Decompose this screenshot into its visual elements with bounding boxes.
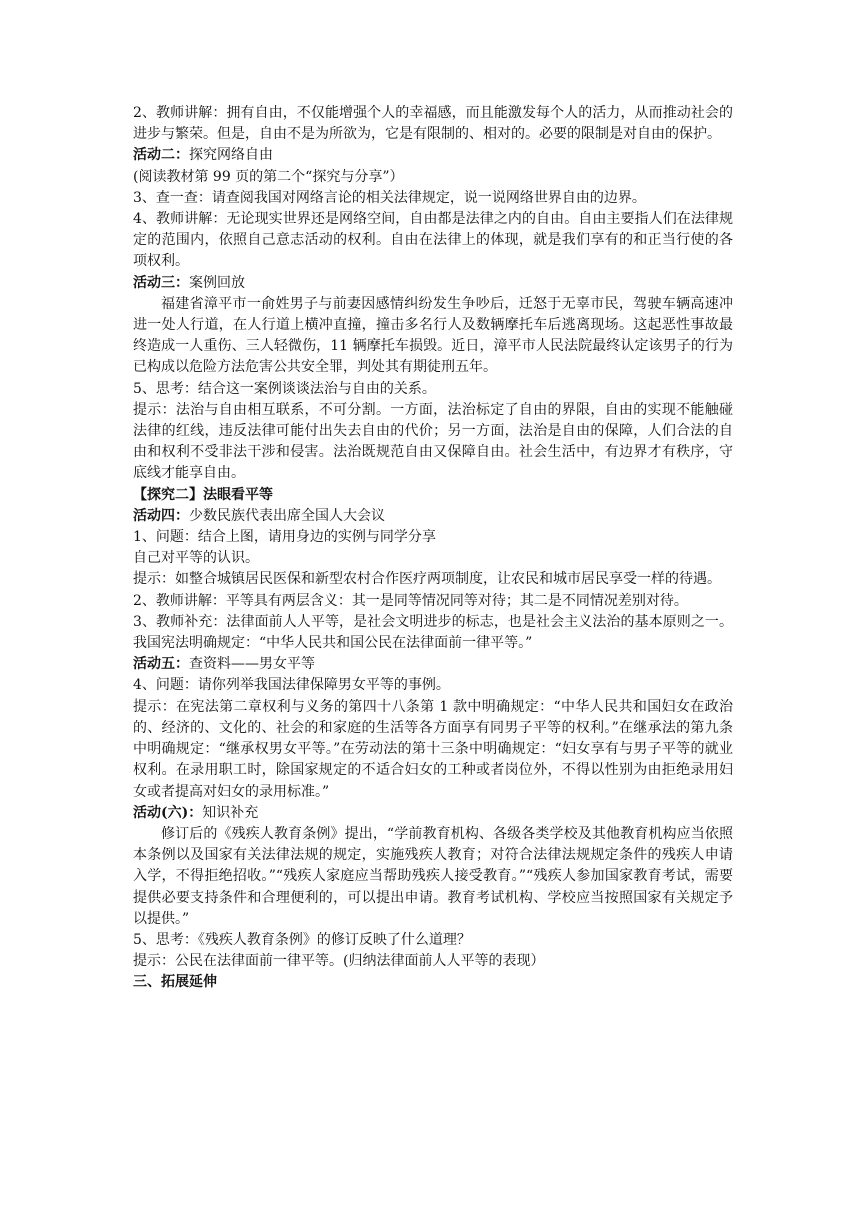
section-heading-explore-two: 【探究二】法眼看平等 [133, 486, 273, 503]
paragraph-question-equality-cont: 自己对平等的认识。 [133, 550, 259, 567]
activity-topic: 案例回放 [189, 274, 245, 291]
paragraph-hint-equality: 提示：如整合城镇居民医保和新型农村合作医疗两项制度，让农民和城市居民享受一样的待遇。 [133, 571, 721, 588]
paragraph-hint-regulation: 提示：公民在法律面前一律平等。(归纳法律面前人人平等的表现） [133, 953, 545, 970]
activity-label: 活动(六)： [133, 804, 203, 821]
paragraph-question-gender: 4、问题：请你列举我国法律保障男女平等的事例。 [133, 677, 450, 694]
activity-label: 活动三： [133, 274, 189, 291]
activity-topic: 查资料——男女平等 [189, 656, 315, 673]
case-paragraph: 福建省漳平市一俞姓男子与前妻因感情纠纷发生争吵后，迁怒于无辜市民，驾驶车辆高速冲进一处人行道，在人行道上横冲直撞，撞击多名行人及数辆摩托车后逃离现场。这起恶性事故最终造成一人重伤、三人轻微伤，11 辆摩托车损毁。近日，漳平市人民法院最终认定该男子的行为已构成以危险方法危害公共安全罪，判处其有期徒刑五年。 [133, 295, 733, 376]
activity-three-title [133, 273, 733, 294]
section-heading-extension: 三、拓展延伸 [133, 974, 217, 991]
paragraph-teacher-explain-freedom: 2、教师讲解：拥有自由，不仅能增强个人的幸福感，而且能激发每个人的活力，从而推动社会的进步与繁荣。但是，自由不是为所欲为，它是有限制的、相对的。必要的限制是对自由的保护。 [133, 105, 733, 143]
paragraph-hint-gender: 提示：在宪法第二章权利与义务的第四十八条第 1 款中明确规定：“中华人民共和国妇女在政治的、经济的、文化的、社会的和家庭的生活等各方面享有同男子平等的权利。”在继承法的第九条中明确规定：“继承权男女平等。”在劳动法的第十三条中明确规定：“妇女享有与男子平等的就业权利。在录用职工时，除国家规定的不适合妇女的工种或者岗位外，不得以性别为由拒绝录用妇女或者提高对妇女的录用标准。” [133, 698, 733, 800]
paragraph-teacher-explain-internet: 4、教师讲解：无论现实世界还是网络空间，自由都是法律之内的自由。自由主要指人们在法律规定的范围内，依照自己意志活动的权利。自由在法律上的体现，就是我们享有的和正当行使的各项权利。 [133, 211, 733, 270]
paragraph-teacher-explain-equality: 2、教师讲解：平等具有两层含义：其一是同等情况同等对待；其二是不同情况差别对待。 [133, 592, 688, 609]
reading-note: (阅读教材第 99 页的第二个“探究与分享”） [133, 168, 404, 185]
activity-label: 活动四： [133, 507, 189, 524]
activity-topic: 少数民族代表出席全国人大会议 [189, 507, 385, 524]
paragraph-think-regulation: 5、思考：《残疾人教育条例》的修订反映了什么道理？ [133, 931, 471, 948]
paragraph-hint-rule-of-law: 提示：法治与自由相互联系，不可分割。一方面，法治标定了自由的界限，自由的实现不能触碰法律的红线，违反法律可能付出失去自由的代价；另一方面，法治是自由的保障，人们合法的自由和权利不受非法干涉和侵害。法治既规范自由又保障自由。社会生活中，有边界才有秩序，守底线才能享自由。 [133, 401, 733, 482]
activity-two-title [133, 145, 733, 166]
paragraph-think-rule-of-law: 5、思考：结合这一案例谈谈法治与自由的关系。 [133, 380, 436, 397]
document-page [133, 103, 733, 994]
paragraph-check-internet-law: 3、查一查：请查阅我国对网络言论的相关法律规定，说一说网络世界自由的边界。 [133, 189, 646, 206]
activity-topic: 探究网络自由 [189, 147, 273, 164]
activity-five-title [133, 654, 733, 675]
disability-regulation-paragraph: 修订后的《残疾人教育条例》提出，“学前教育机构、各级各类学校及其他教育机构应当依照本条例以及国家有关法律法规的规定，实施残疾人教育；对符合法律法规规定条件的残疾人申请入学，不得拒绝招收。”“残疾人家庭应当帮助残疾人接受教育。”“残疾人参加国家教育考试，需要提供必要支持条件和合理便利的，可以提出申请。教育考试机构、学校应当按照国家有关规定予以提供。” [133, 825, 733, 927]
activity-label: 活动五： [133, 656, 189, 673]
paragraph-teacher-supplement: 3、教师补充：法律面前人人平等，是社会文明进步的标志，也是社会主义法治的基本原则之一。我国宪法明确规定：“中华人民共和国公民在法律面前一律平等。” [133, 613, 733, 652]
activity-label: 活动二： [133, 147, 189, 164]
paragraph-question-equality: 1、问题：结合上图，请用身边的实例与同学分享 [133, 529, 436, 546]
activity-topic: 知识补充 [202, 804, 259, 821]
activity-four-title [133, 506, 733, 527]
activity-six-title [133, 803, 733, 824]
